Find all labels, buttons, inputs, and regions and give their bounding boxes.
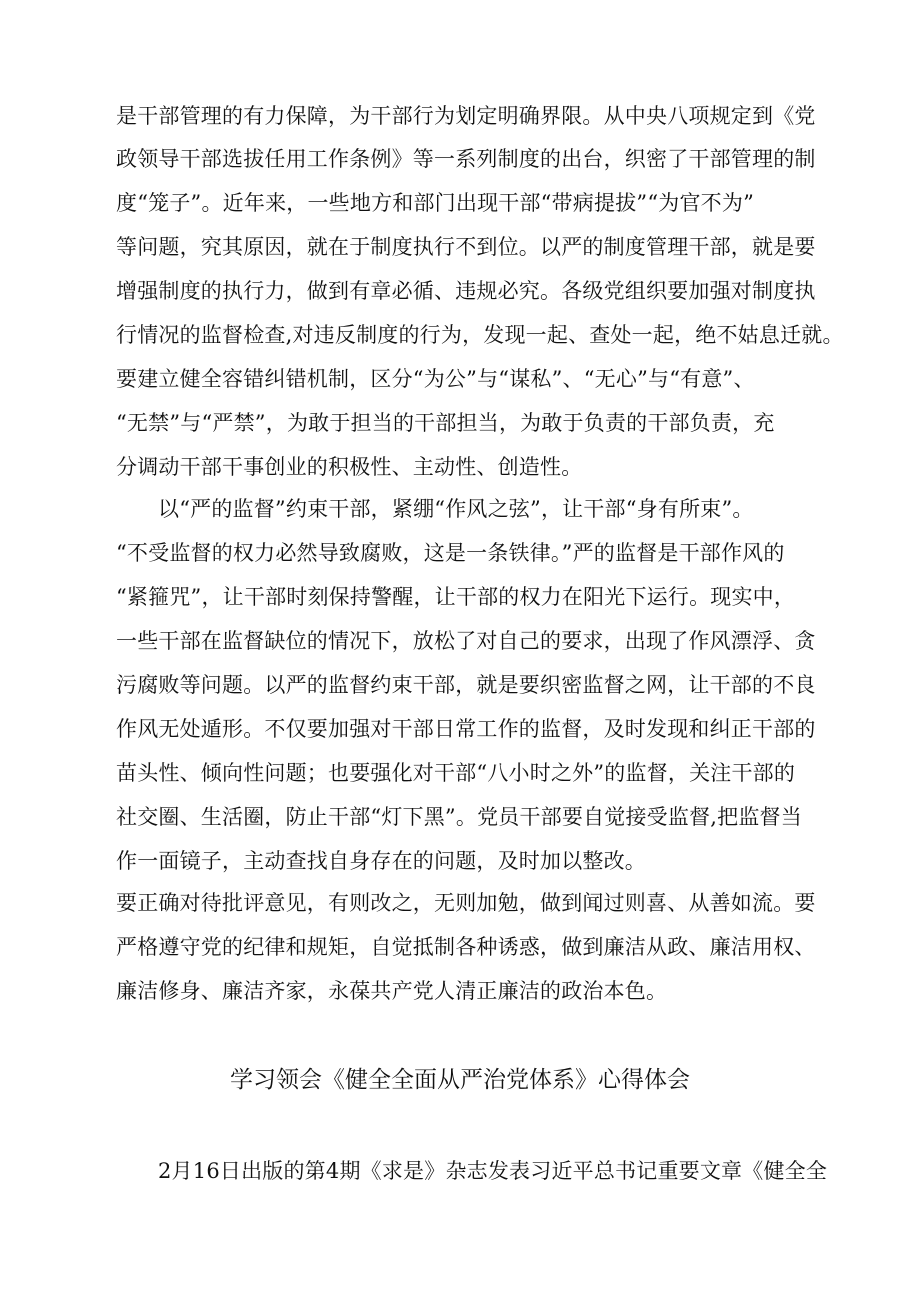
text-line: 要建立健全容错纠错机制，区分“为公”与“谋私”、“无心”与“有意”、 (116, 367, 755, 391)
text-line: 廉洁修身、廉洁齐家，永葆共产党人清正廉洁的政治本色。 (116, 979, 668, 1003)
text-line: 作风无处遁形。不仅要加强对干部日常工作的监督，及时发现和纠正干部的 (116, 717, 816, 741)
text-line: 严格遵守党的纪律和规矩，自觉抵制各种诱惑，做到廉洁从政、廉洁用权、 (116, 935, 816, 959)
text-line: 度“笼子”。近年来，一些地方和部门出现干部“带病提拔”“为官不为” (116, 191, 755, 215)
text-line: 等问题，究其原因，就在于制度执行不到位。以严的制度管理干部，就是要 (116, 235, 816, 259)
text-line: 增强制度的执行力，做到有章必循、违规必究。各级党组织要加强对制度执 (116, 279, 816, 303)
text-line: 一些干部在监督缺位的情况下，放松了对自己的要求，出现了作风漂浮、贪 (116, 629, 816, 653)
text-line: 2月16日出版的第4期《求是》杂志发表习近平总书记重要文章《健全全 (158, 1159, 828, 1183)
text-line: 要正确对待批评意见，有则改之，无则加勉，做到闻过则喜、从善如流。要 (116, 891, 816, 915)
text-line: 社交圈、生活圈，防止干部“灯下黑”。党员干部要自觉接受监督,把监督当 (116, 805, 802, 829)
text-line: “不受监督的权力必然导致腐败，这是一条铁律。”严的监督是干部作风的 (116, 541, 785, 565)
text-line: “紧箍咒”，让干部时刻保持警醒，让干部的权力在阳光下运行。现实中， (116, 585, 796, 609)
text-line: 以“严的监督”约束干部，紧绷“作风之弦”，让干部“身有所束”。 (158, 497, 754, 521)
text-line: “无禁”与“严禁”，为敢于担当的干部担当，为敢于负责的干部负责，充 (116, 411, 775, 435)
text-line: 污腐败等问题。以严的监督约束干部，就是要织密监督之网，让干部的不良 (116, 673, 816, 697)
text-line: 行情况的监督检查,对违反制度的行为，发现一起、查处一起，绝不姑息迁就。 (116, 323, 844, 347)
text-line: 政领导干部选拔任用工作条例》等一系列制度的出台，织密了干部管理的制 (116, 147, 816, 171)
text-line: 分调动干部干事创业的积极性、主动性、创造性。 (116, 455, 583, 479)
section-title: 学习领会《健全全面从严治党体系》心得体会 (230, 1067, 690, 1093)
text-line: 苗头性、倾向性问题；也要强化对干部“八小时之外”的监督，关注干部的 (116, 761, 796, 785)
text-line: 是干部管理的有力保障，为干部行为划定明确界限。从中央八项规定到《党 (116, 104, 816, 128)
text-line: 作一面镜子，主动查找自身存在的问题，及时加以整改。 (116, 849, 646, 873)
